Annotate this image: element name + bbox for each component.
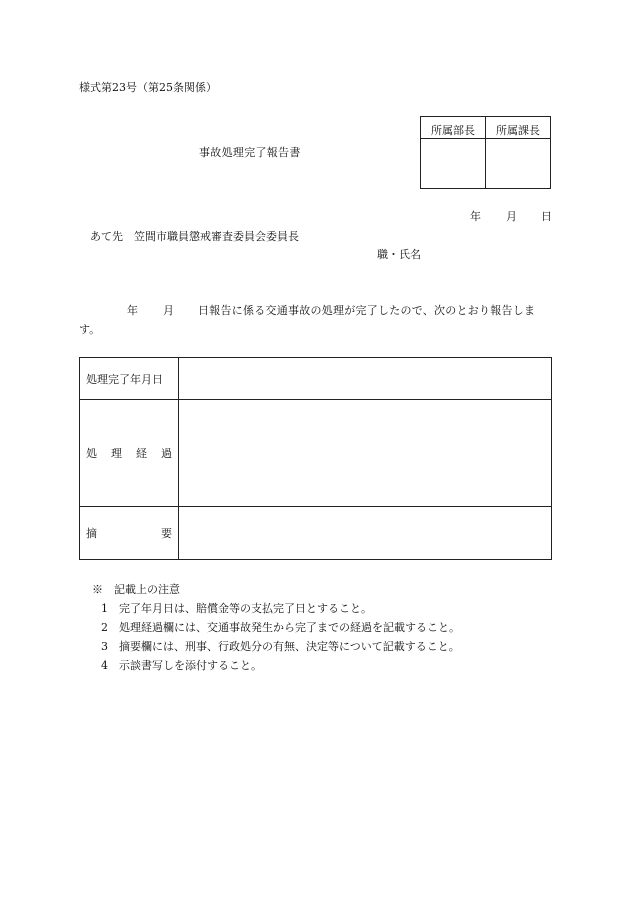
label-char: 処	[86, 447, 97, 460]
label-char: 理	[111, 447, 122, 460]
label-char: 経	[136, 447, 147, 460]
label-char: 摘	[86, 527, 97, 540]
note-item: 2 処理経過欄には、交通事故発生から完了までの経過を記載すること。	[101, 621, 460, 634]
label-completion-date: 処理完了年月日	[86, 373, 163, 386]
table-row-divider	[80, 506, 551, 507]
body-year-label: 年	[127, 304, 138, 317]
label-process-history	[86, 448, 172, 459]
table-column-divider	[178, 358, 179, 559]
note-item: 3 摘要欄には、刑事、行政処分の有無、決定等について記載すること。	[101, 640, 460, 653]
approval-stamp-box	[420, 116, 551, 189]
date-year-label: 年	[470, 210, 481, 223]
stamp-divider-horizontal	[421, 138, 550, 139]
form-number: 様式第23号（第25条関係）	[79, 81, 217, 94]
date-day-label: 日	[541, 210, 552, 223]
body-paragraph-continued: す。	[79, 323, 101, 336]
date-month-label: 月	[506, 210, 517, 223]
position-name-label: 職・氏名	[377, 248, 421, 261]
body-month-label: 月	[163, 304, 174, 317]
report-table	[79, 357, 552, 560]
notes-heading: ※ 記載上の注意	[92, 583, 180, 596]
addressee: あて先 笠間市職員懲戒審査委員会委員長	[90, 230, 299, 243]
body-text: 日報告に係る交通事故の処理が完了したので、次のとおり報告しま	[198, 304, 536, 317]
label-summary	[86, 528, 172, 539]
note-item: 4 示談書写しを添付すること。	[101, 659, 262, 672]
stamp-header-section-head: 所属課長	[496, 124, 540, 137]
table-row-divider	[80, 399, 551, 400]
label-char: 要	[161, 527, 172, 540]
note-item: 1 完了年月日は、賠償金等の支払完了日とすること。	[101, 602, 372, 615]
label-char: 過	[161, 447, 172, 460]
stamp-header-department-head: 所属部長	[431, 124, 475, 137]
document-title: 事故処理完了報告書	[199, 146, 301, 159]
